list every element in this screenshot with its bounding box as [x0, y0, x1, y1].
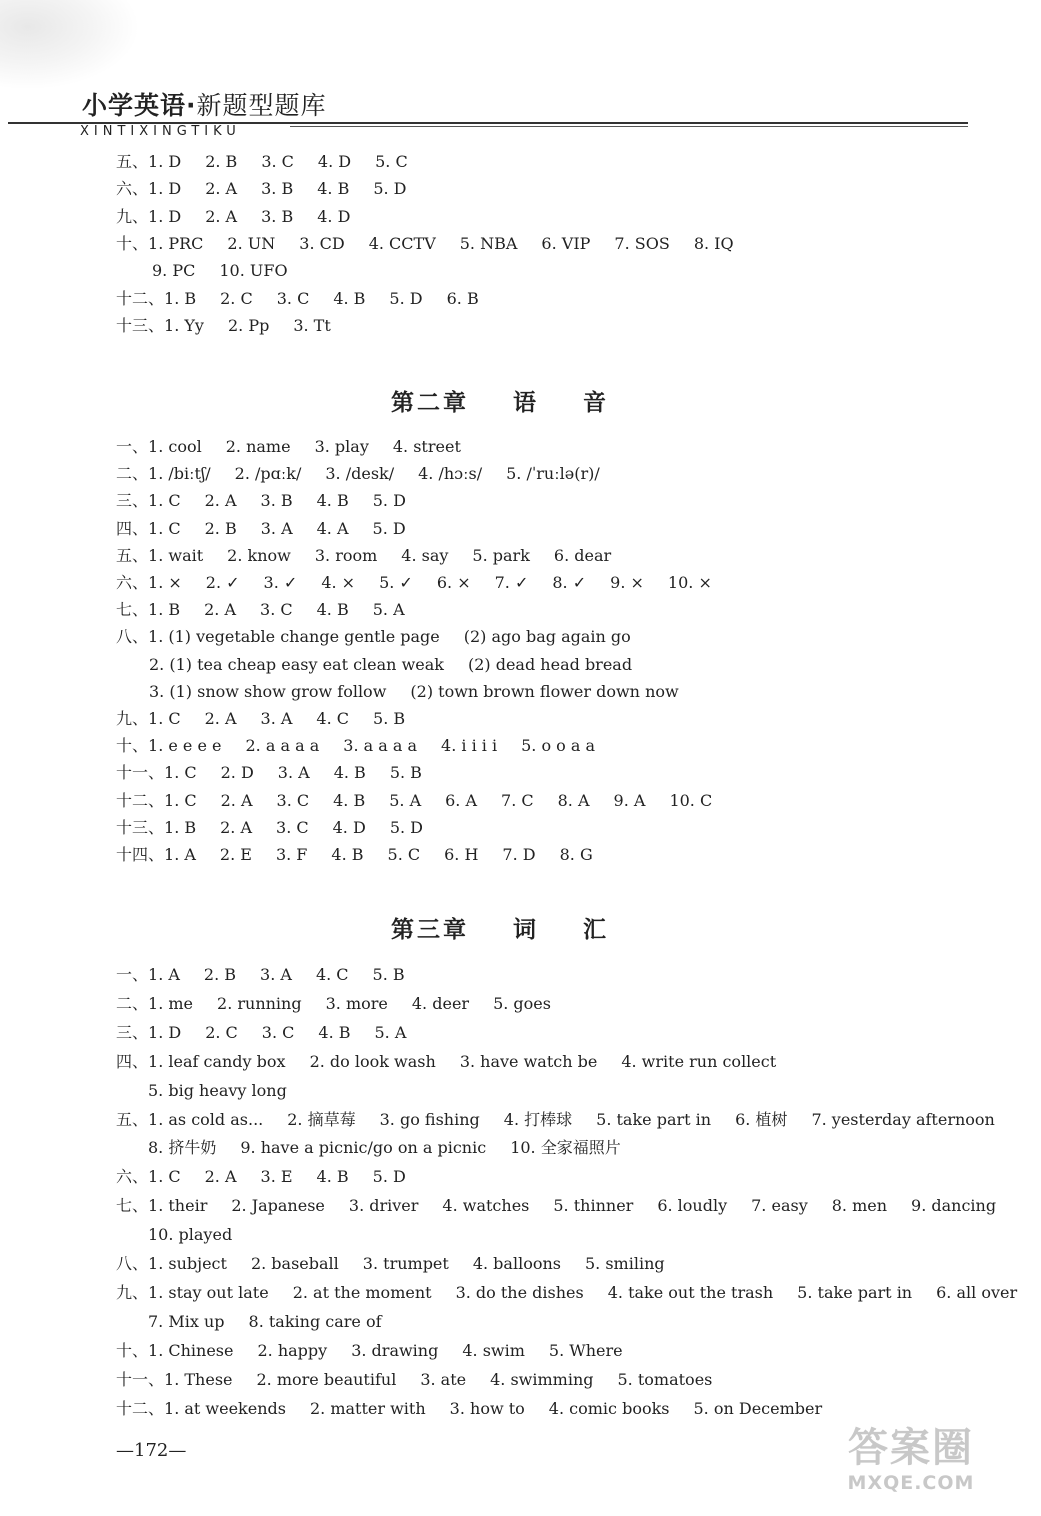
question-number: 二、	[116, 993, 149, 1013]
answer-item: 5. C	[387, 845, 421, 864]
answer-line	[116, 626, 655, 648]
question-number: 十一、	[116, 1369, 165, 1389]
answer-item: 8. A	[557, 790, 590, 810]
watermark-text: 答案圈	[848, 1425, 974, 1471]
answer-item: 3. C	[276, 288, 310, 308]
answer-item: 3. drawing	[351, 1340, 439, 1360]
answer-item: 2. matter with	[309, 1398, 426, 1418]
answer-item: 6. 植树	[735, 1109, 788, 1129]
question-number: 七、	[116, 600, 149, 620]
answer-item: 4. take out the trash	[607, 1282, 774, 1302]
answer-line	[116, 1109, 1019, 1131]
question-number: 一、	[116, 437, 149, 456]
question-number: 九、	[116, 1282, 149, 1302]
answer-item: 3. trumpet	[362, 1254, 449, 1273]
answer-item: 2. B	[205, 152, 238, 171]
answer-line	[116, 178, 431, 200]
answer-item: 2. UN	[227, 233, 276, 253]
answer-item: 3. a a a a	[343, 736, 418, 756]
answer-item: 3. CD	[299, 233, 345, 253]
answer-item: 4. deer	[411, 993, 470, 1013]
question-number: 十、	[116, 736, 149, 756]
answer-item: 5. A	[374, 1022, 407, 1042]
answer-item: 4. B	[317, 179, 350, 199]
answer-item: 6. H	[444, 845, 479, 864]
answer-item: 2. A	[204, 709, 237, 728]
answer-line	[149, 654, 656, 676]
answer-item: 3. have watch be	[459, 1051, 598, 1071]
answer-item: 9. dancing	[911, 1196, 997, 1216]
answer-item: 6. all over	[936, 1282, 1018, 1302]
question-number: 六、	[116, 1167, 149, 1187]
answer-item: 4. B	[333, 288, 366, 308]
answer-line	[116, 1398, 846, 1420]
answer-item: 2. name	[225, 437, 291, 456]
answer-item: 5. goes	[493, 993, 551, 1013]
answer-item: 6. VIP	[541, 233, 591, 253]
answer-item: 5. B	[372, 965, 405, 984]
book-title-dot: ·	[186, 91, 197, 120]
answer-item: 6. A	[445, 790, 478, 810]
answer-item: 4. comic books	[548, 1398, 670, 1418]
answer-item: 7. yesterday afternoon	[811, 1109, 995, 1129]
answer-item: 4. balloons	[472, 1254, 561, 1273]
answer-item: 1. their	[148, 1196, 208, 1216]
answer-item: 6. ×	[436, 573, 471, 592]
answer-line	[116, 436, 485, 458]
answer-line	[116, 1282, 1041, 1304]
answer-item: 2. at the moment	[292, 1282, 432, 1302]
answer-item: 1. B	[164, 288, 197, 308]
answer-item: 3. go fishing	[379, 1109, 480, 1129]
question-number: 九、	[116, 709, 149, 728]
question-number: 十、	[116, 1340, 149, 1360]
answer-item: 1. B	[164, 817, 197, 837]
answer-item: 2. (1) tea cheap easy eat clean weak	[149, 654, 444, 674]
answer-item: 10. C	[669, 790, 713, 810]
answer-line	[116, 206, 374, 228]
answer-line	[116, 151, 432, 173]
answer-line	[116, 817, 447, 839]
answer-item: 4. B	[316, 1167, 349, 1187]
answer-item: 1. C	[148, 491, 181, 511]
answer-line	[116, 1051, 800, 1073]
answer-item: 1. subject	[148, 1254, 227, 1273]
answer-item: 1. D	[148, 152, 182, 171]
answer-item: 1. e e e e	[148, 736, 222, 756]
answer-line	[116, 993, 575, 1015]
answer-item: 10. 全家福照片	[510, 1138, 621, 1158]
answer-item: 5. D	[372, 1167, 406, 1187]
answer-item: 1. B	[148, 600, 181, 620]
answer-item: 4. B	[316, 600, 349, 620]
answer-item: 7. easy	[751, 1196, 808, 1216]
answer-item: 8. IQ	[693, 233, 734, 253]
answer-item: 8. taking care of	[248, 1311, 382, 1331]
question-number: 十四、	[116, 845, 165, 864]
answer-item: 1. PRC	[148, 233, 204, 253]
answer-item: 1. me	[148, 993, 194, 1013]
answer-line	[148, 1311, 406, 1333]
question-number: 五、	[116, 1109, 149, 1129]
answer-item: 2. A	[220, 790, 253, 810]
question-number: 十一、	[116, 763, 165, 783]
answer-line	[116, 708, 429, 730]
question-number: 十三、	[116, 817, 165, 837]
answer-item: 1. These	[164, 1369, 233, 1389]
question-number: 五、	[116, 545, 149, 565]
question-number: 三、	[116, 1022, 149, 1042]
answer-line	[116, 844, 617, 866]
answer-item: 5. take part in	[596, 1109, 712, 1129]
answer-item: (2) dead head bread	[467, 654, 633, 674]
answer-item: 5. D	[372, 518, 406, 538]
answer-item: 7. Mix up	[148, 1311, 225, 1331]
answer-item: 3. room	[314, 545, 378, 565]
answer-item: 3. B	[261, 206, 294, 226]
answer-item: 10. ×	[667, 573, 712, 592]
answer-item: 1. cool	[148, 437, 202, 456]
answer-item: 4. A	[316, 518, 349, 538]
question-number: 三、	[116, 491, 149, 511]
answer-item: 4. D	[332, 817, 366, 837]
answer-item: 4. write run collect	[621, 1051, 777, 1071]
answer-item: 5. NBA	[459, 233, 518, 253]
answer-item: 2. Japanese	[231, 1196, 325, 1216]
answer-item: 2. D	[220, 763, 254, 783]
answer-item: 2. A	[204, 491, 237, 511]
answer-item: 1. C	[148, 709, 181, 728]
answer-item: 3. C	[260, 600, 293, 620]
answer-item: 1. A	[164, 845, 196, 864]
answer-item: 4. /hɔːs/	[418, 464, 483, 484]
answer-item: 1. C	[148, 1167, 181, 1187]
answer-item: 5. o o a a	[521, 736, 596, 756]
answer-item: 1. (1) vegetable change gentle page	[148, 627, 440, 647]
answer-item: 4. B	[331, 845, 364, 864]
question-number: 六、	[116, 179, 149, 199]
answer-item: 3. C	[261, 152, 294, 171]
answer-item: 4. C	[315, 965, 349, 984]
answer-item: 4. say	[401, 545, 449, 565]
answer-line	[116, 790, 736, 812]
answer-line	[116, 1369, 736, 1391]
answer-item: 6. loudly	[657, 1196, 728, 1216]
answer-item: 6. dear	[553, 545, 612, 565]
answer-item: 3. F	[275, 845, 308, 864]
answer-item: 5. take part in	[797, 1282, 913, 1302]
answer-item: 9. A	[613, 790, 646, 810]
question-number: 十二、	[116, 1398, 165, 1418]
answer-item: 4. C	[316, 709, 350, 728]
answer-item: 4. swimming	[490, 1369, 594, 1389]
page-number: —172—	[116, 1440, 187, 1461]
answer-item: 3. C	[261, 1022, 295, 1042]
answer-item: 1. at weekends	[164, 1398, 286, 1418]
answer-item: 2. A	[205, 206, 238, 226]
answer-line	[116, 233, 758, 255]
answer-item: 2. A	[204, 600, 237, 620]
answer-item: 3. A	[260, 709, 293, 728]
answer-item: 1. stay out late	[148, 1282, 269, 1302]
header-pinyin: XINTIXINGTIKU	[80, 124, 241, 139]
answer-item: 2. C	[220, 288, 253, 308]
question-number: 四、	[116, 1051, 149, 1071]
answer-line	[148, 1224, 256, 1246]
answer-item: 2. C	[205, 1022, 238, 1042]
question-number: 十三、	[116, 315, 165, 335]
answer-item: 3. how to	[449, 1398, 525, 1418]
answer-item: 1. D	[148, 1022, 182, 1042]
answer-line	[116, 1195, 1020, 1217]
answer-item: 5. thinner	[553, 1196, 634, 1216]
answer-item: 2. B	[203, 965, 237, 984]
watermark-url: MXQE.COM	[847, 1472, 975, 1494]
answer-item: 5. smiling	[584, 1254, 665, 1273]
question-number: 八、	[116, 1254, 149, 1273]
answer-item: 3. (1) snow show grow follow	[149, 681, 387, 701]
answer-item: 2. a a a a	[245, 736, 320, 756]
question-number: 十二、	[116, 790, 165, 810]
answer-item: 9. have a picnic/go on a picnic	[240, 1138, 487, 1158]
answer-item: 4. D	[317, 206, 351, 226]
answer-item: 3. more	[325, 993, 388, 1013]
chapter2-title: 第二章 语 音	[390, 390, 610, 416]
answer-line	[116, 735, 619, 757]
answer-line	[116, 1022, 430, 1044]
chapter3-title: 第三章 词 汇	[390, 917, 610, 943]
answer-item: 1. ×	[148, 573, 182, 592]
answer-line	[116, 762, 446, 784]
answer-item: 1. Chinese	[148, 1340, 234, 1360]
answer-item: 8. G	[559, 845, 593, 864]
answer-line	[116, 964, 429, 986]
answer-item: 5. B	[389, 763, 422, 783]
answer-item: 5. /ˈruːlə(r)/	[506, 464, 600, 484]
answer-item: 2. 摘草莓	[287, 1109, 356, 1129]
answer-item: (2) ago bag again go	[463, 627, 631, 647]
answer-item: 1. as cold as...	[148, 1109, 264, 1129]
answer-item: 3. E	[260, 1167, 293, 1187]
answer-item: 4. CCTV	[368, 233, 436, 253]
question-number: 八、	[116, 627, 149, 647]
answer-item: 5. on December	[693, 1398, 823, 1418]
answer-item: 5. D	[389, 817, 423, 837]
answer-item: 4. street	[392, 437, 461, 456]
answer-item: 2. more beautiful	[256, 1369, 397, 1389]
answer-item: (2) town brown flower down now	[410, 681, 679, 701]
answer-line	[116, 490, 430, 512]
answer-item: 7. SOS	[614, 233, 670, 253]
answer-item: 2. baseball	[250, 1254, 339, 1273]
answer-line	[116, 1340, 647, 1362]
watermark-logo	[836, 1424, 986, 1504]
answer-item: 3. Tt	[293, 315, 331, 335]
answer-item: 3. A	[260, 518, 293, 538]
answer-item: 5. A	[389, 790, 422, 810]
answer-item: 2. know	[227, 545, 291, 565]
answer-item: 3. driver	[348, 1196, 419, 1216]
question-number: 六、	[116, 573, 149, 592]
answer-item: 2. A	[205, 179, 238, 199]
answer-item: 3. B	[261, 179, 294, 199]
question-number: 十、	[116, 233, 149, 253]
answer-item: 4. B	[318, 1022, 351, 1042]
question-number: 五、	[116, 152, 149, 171]
answer-item: 2. running	[217, 993, 302, 1013]
answer-line	[116, 599, 429, 621]
answer-item: 3. C	[276, 817, 309, 837]
answer-item: 5. ✓	[379, 573, 413, 592]
answer-item: 5. D	[373, 179, 407, 199]
answer-item: 3. /desk/	[325, 464, 395, 484]
answer-item: 5. D	[372, 491, 406, 511]
answer-line	[116, 518, 430, 540]
answer-item: 9. PC	[152, 261, 196, 281]
answer-item: 3. do the dishes	[455, 1282, 584, 1302]
answer-item: 7. ✓	[494, 573, 529, 592]
answer-item: 4. ×	[321, 573, 356, 592]
answer-item: 1. C	[148, 518, 181, 538]
answer-item: 4. i i i i	[441, 736, 498, 756]
answer-item: 2. A	[204, 1167, 237, 1187]
answer-item: 2. ✓	[205, 573, 240, 592]
answer-line	[152, 260, 312, 282]
corner-smudge	[0, 0, 140, 90]
answer-item: 3. ✓	[263, 573, 298, 592]
answer-line	[116, 572, 736, 594]
answer-line	[116, 288, 503, 310]
answer-item: 5. tomatoes	[617, 1369, 713, 1389]
answer-line	[116, 315, 355, 337]
answer-item: 7. D	[502, 845, 536, 864]
answer-item: 5. D	[389, 288, 423, 308]
answer-line	[148, 1080, 311, 1102]
answer-item: 8. men	[831, 1196, 888, 1216]
answer-item: 9. ×	[610, 573, 644, 592]
answer-item: 5. big heavy long	[148, 1080, 287, 1100]
answer-line	[116, 545, 635, 567]
answer-line	[116, 1166, 430, 1188]
answer-item: 3. play	[314, 437, 369, 456]
answer-item: 10. UFO	[219, 261, 288, 281]
answer-item: 2. A	[220, 817, 253, 837]
answer-line	[116, 1253, 689, 1275]
answer-item: 4. swim	[462, 1340, 525, 1360]
answer-item: 5. B	[373, 709, 406, 728]
answer-item: 1. leaf candy box	[148, 1051, 286, 1071]
answer-item: 5. A	[372, 600, 405, 620]
answer-item: 2. do look wash	[309, 1051, 436, 1071]
answer-item: 1. D	[148, 206, 182, 226]
question-number: 十二、	[116, 288, 165, 308]
answer-item: 3. A	[260, 965, 292, 984]
question-number: 七、	[116, 1196, 149, 1216]
answer-item: 1. D	[148, 179, 182, 199]
answer-item: 3. ate	[420, 1369, 467, 1389]
answer-item: 2. happy	[257, 1340, 328, 1360]
answer-item: 3. B	[260, 491, 293, 511]
question-number: 一、	[116, 965, 149, 984]
answer-item: 2. /pɑːk/	[234, 464, 302, 484]
book-title-sub: 新题型题库	[196, 91, 327, 120]
question-number: 四、	[116, 518, 149, 538]
answer-item: 1. A	[148, 965, 180, 984]
answer-item: 8. ✓	[552, 573, 587, 592]
answer-item: 1. wait	[148, 545, 204, 565]
answer-item: 10. played	[148, 1225, 233, 1245]
question-number: 九、	[116, 206, 149, 226]
question-number: 二、	[116, 464, 149, 484]
answer-line	[149, 681, 703, 703]
answer-line	[148, 1137, 645, 1159]
answer-item: 4. B	[316, 491, 349, 511]
answer-item: 2. E	[219, 845, 252, 864]
answer-item: 1. /biːtʃ/	[148, 464, 211, 484]
answer-item: 7. C	[501, 790, 534, 810]
header-rule-thin	[290, 126, 968, 127]
answer-item: 1. Yy	[164, 315, 204, 335]
answer-item: 6. B	[446, 288, 479, 308]
book-title-main: 小学英语	[82, 91, 187, 120]
answer-item: 5. Where	[548, 1340, 623, 1360]
answer-item: 5. C	[375, 152, 408, 171]
answer-item: 1. C	[164, 763, 197, 783]
answer-item: 3. C	[276, 790, 310, 810]
book-title	[82, 86, 327, 122]
answer-item: 4. D	[317, 152, 352, 171]
answer-item: 5. park	[472, 545, 530, 565]
answer-item: 1. C	[164, 790, 197, 810]
answer-item: 4. watches	[442, 1196, 530, 1216]
answer-line	[116, 463, 624, 485]
answer-item: 4. B	[333, 790, 366, 810]
answer-item: 8. 挤牛奶	[148, 1138, 217, 1158]
answer-item: 2. B	[204, 518, 237, 538]
answer-item: 2. Pp	[227, 315, 270, 335]
answer-item: 4. B	[333, 763, 366, 783]
answer-item: 3. A	[277, 763, 310, 783]
answer-item: 4. 打棒球	[503, 1109, 573, 1129]
